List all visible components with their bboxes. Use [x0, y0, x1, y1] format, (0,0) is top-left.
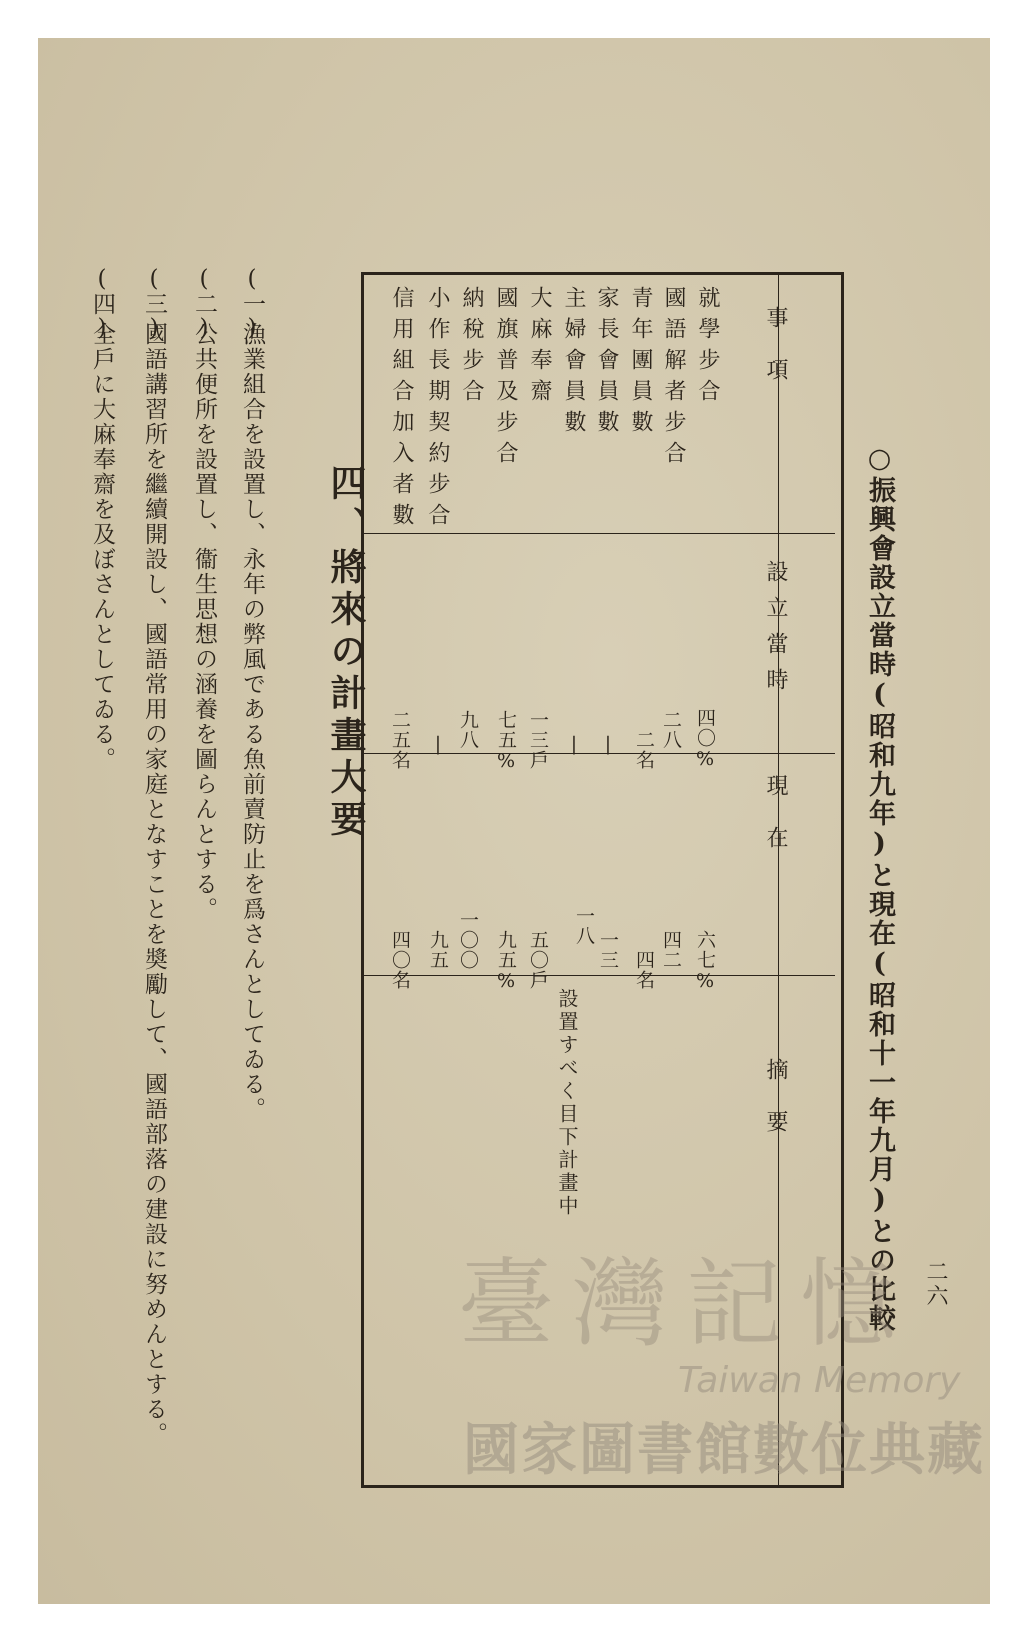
plan-label-3: (三) — [141, 266, 167, 341]
current-value-3: 一三 — [597, 930, 619, 970]
item-label-9: 信用組合加入者數 — [389, 286, 414, 534]
document-page — [38, 38, 990, 1604]
header-remarks: 摘要 — [763, 1058, 788, 1162]
founding-value-3: | — [597, 733, 619, 756]
founding-value-6: 七五% — [495, 710, 517, 773]
current-value-2: 四名 — [633, 950, 655, 990]
current-value-8: 九五 — [427, 930, 449, 970]
founding-value-4: | — [563, 733, 585, 756]
founding-value-8: | — [427, 733, 449, 756]
section-title: 四、將來の計畫大要 — [325, 464, 367, 842]
plan-text-3: 國語講習所を繼續開設し、國語常用の家庭となすことを奬勵して、國語部落の建設に努めんとする。 — [141, 322, 167, 1447]
current-value-0: 六七% — [694, 930, 716, 993]
plan-label-4: (四) — [89, 266, 115, 341]
item-label-3: 家長會員數 — [594, 286, 619, 441]
item-label-5: 大麻奉齋 — [527, 286, 552, 410]
current-value-5: 五〇戶 — [527, 930, 549, 990]
current-value-4: 一八 — [573, 906, 595, 946]
item-label-4: 主婦會員數 — [561, 286, 586, 441]
watermark-logo: 臺灣記憶 — [458, 1248, 914, 1360]
founding-value-2: 二名 — [633, 730, 655, 770]
watermark-subtitle: Taiwan Memory — [678, 1360, 961, 1401]
founding-value-9: 二五名 — [389, 710, 411, 770]
plan-text-2: 公共便所を設置し、衞生思想の涵養を圖らんとする。 — [191, 322, 217, 922]
item-label-2: 青年團員數 — [628, 286, 653, 441]
plan-label-2: (二) — [191, 266, 217, 341]
plan-text-4: 全戶に大麻奉齋を及ぼさんとしてゐる。 — [89, 322, 115, 772]
founding-value-5: 一三戶 — [527, 710, 549, 770]
item-label-6: 國旗普及步合 — [493, 286, 518, 472]
founding-value-0: 四〇% — [694, 708, 716, 771]
row-divider-current — [364, 975, 835, 976]
item-label-8: 小作長期契約步合 — [425, 286, 450, 534]
header-current: 現在 — [763, 774, 788, 878]
current-value-9: 四〇名 — [389, 930, 411, 990]
current-value-1: 四二 — [660, 930, 682, 970]
header-founding: 設立當時 — [763, 560, 788, 704]
item-label-1: 國語解者步合 — [661, 286, 686, 472]
item-label-0: 就學步合 — [695, 286, 720, 410]
item-label-7: 納稅步合 — [459, 286, 484, 410]
watermark-library: 國家圖書館數位典藏 — [463, 1418, 985, 1483]
plan-label-1: (一) — [239, 266, 265, 341]
founding-value-7: 九八 — [457, 710, 479, 750]
header-item: 事項 — [763, 306, 788, 410]
page-number: 二六 — [923, 1260, 948, 1308]
plan-text-1: 漁業組合を設置し、永年の弊風である魚前賣防止を爲さんとしてゐる。 — [239, 322, 265, 1122]
founding-value-1: 二八 — [660, 710, 682, 750]
remark-text: 設置すべく目下計畫中 — [555, 988, 579, 1218]
current-value-7: 一〇〇 — [457, 910, 479, 970]
current-value-6: 九五% — [495, 930, 517, 993]
comparison-heading: ○振興會設立當時(昭和九年)と現在(昭和十一年九月)との比較 — [864, 443, 895, 1333]
